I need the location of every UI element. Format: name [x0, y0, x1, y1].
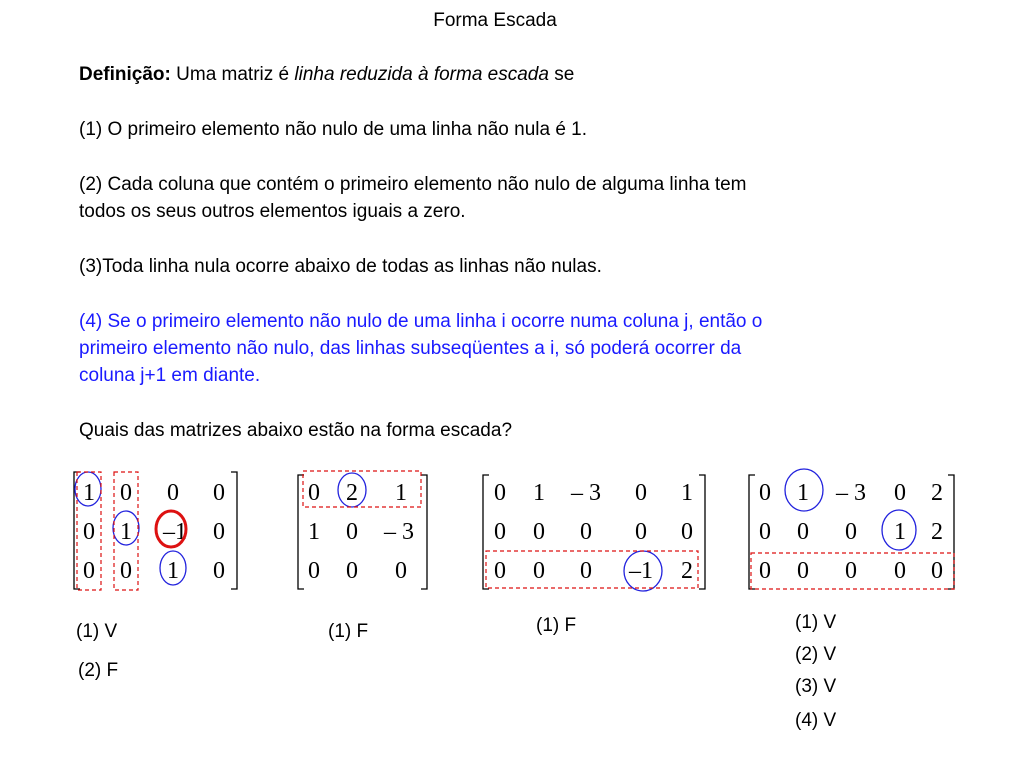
page-title: Forma Escada	[433, 10, 557, 31]
matrix-4-cell: 0	[894, 558, 906, 584]
matrix-3-cell: 0	[580, 558, 592, 584]
matrix-1-cell: –1	[163, 519, 187, 545]
rule-2-line-1: (2) Cada coluna que contém o primeiro elemento não nulo de alguma linha tem	[79, 174, 747, 195]
matrix-3-cell: 0	[533, 519, 545, 545]
matrix-2-cell: 0	[346, 558, 358, 584]
matrix-3-cell: –1	[629, 558, 653, 584]
matrix-3-cell: 0	[533, 558, 545, 584]
matrix-2-cell: 1	[395, 480, 407, 506]
matrix-1-cell: 0	[120, 480, 132, 506]
matrix-3-cell: 0	[635, 480, 647, 506]
matrix-4-cell: 0	[797, 519, 809, 545]
rule-4-line-3: coluna j+1 em diante.	[79, 365, 261, 386]
matrix-3-dashed-row	[486, 551, 698, 588]
matrix-3-cell: – 3	[571, 480, 601, 506]
matrix-4-cell: 2	[931, 480, 943, 506]
matrix-4-answer: (3) V	[795, 676, 837, 697]
matrix-2-cell: 0	[395, 558, 407, 584]
matrix-2-cell: – 3	[384, 519, 414, 545]
matrix-1-cell: 0	[167, 480, 179, 506]
matrix-4-cell: 0	[759, 519, 771, 545]
rule-1: (1) O primeiro elemento não nulo de uma linha não nula é 1.	[79, 119, 588, 140]
matrix-1-cell: 0	[213, 480, 225, 506]
matrix-4-answer: (2) V	[795, 644, 837, 665]
matrix-4-cell: 0	[797, 558, 809, 584]
matrix-4-answer: (1) V	[795, 612, 837, 633]
rule-4-line-1: (4) Se o primeiro elemento não nulo de uma linha i ocorre numa coluna j, então o	[79, 311, 763, 332]
matrix-3-right-bracket	[699, 475, 705, 589]
matrix-3-cell: 0	[494, 480, 506, 506]
definition-text-b: se	[548, 64, 575, 85]
matrix-1-cell: 0	[120, 558, 132, 584]
rule-3: (3)Toda linha nula ocorre abaixo de todas as linhas não nulas.	[79, 256, 602, 277]
matrix-4-right-bracket	[948, 475, 954, 589]
matrix-3-cell: 1	[681, 480, 693, 506]
matrix-3-cell: 1	[533, 480, 545, 506]
matrix-3-cell: 2	[681, 558, 693, 584]
matrix-1-cell: 0	[213, 558, 225, 584]
matrix-4	[749, 469, 954, 589]
matrix-2-cell: 0	[346, 519, 358, 545]
matrix-1-cell: 0	[83, 558, 95, 584]
matrix-1	[74, 472, 237, 590]
matrix-4-cell: 0	[894, 480, 906, 506]
matrix-1-answer: (2) F	[78, 660, 119, 681]
matrix-4-cell: 2	[931, 519, 943, 545]
matrix-4-cell: – 3	[836, 480, 866, 506]
matrix-3-cell: 0	[580, 519, 592, 545]
matrix-2-cell: 2	[346, 480, 358, 506]
matrix-4-cell: 0	[845, 558, 857, 584]
matrix-1-cell: 1	[167, 558, 179, 584]
definition-label: Definição:	[79, 64, 171, 85]
matrix-2-cell: 0	[308, 558, 320, 584]
matrix-4-cell: 0	[759, 558, 771, 584]
matrix-4-cell: 0	[931, 558, 943, 584]
matrix-1-cell: 0	[83, 519, 95, 545]
matrix-2	[298, 471, 427, 589]
matrix-2-cell: 1	[308, 519, 320, 545]
rule-2-line-2: todos os seus outros elementos iguais a zero.	[79, 201, 466, 222]
matrix-3-cell: 0	[635, 519, 647, 545]
matrix-1-cell: 0	[213, 519, 225, 545]
matrix-3-cell: 0	[681, 519, 693, 545]
matrix-3	[483, 475, 705, 591]
matrix-3-cell: 0	[494, 558, 506, 584]
matrix-2-right-bracket	[421, 475, 427, 589]
matrix-1-cell: 1	[120, 519, 132, 545]
matrix-3-cell: 0	[494, 519, 506, 545]
matrix-1-cell: 1	[83, 480, 95, 506]
matrix-4-answer: (4) V	[795, 710, 837, 731]
matrix-1-answer: (1) V	[76, 621, 118, 642]
matrix-1-right-bracket	[231, 472, 237, 589]
question: Quais das matrizes abaixo estão na forma escada?	[79, 420, 513, 441]
matrix-2-cell: 0	[308, 480, 320, 506]
matrix-2-answer: (1) F	[328, 621, 369, 642]
matrix-3-answer: (1) F	[536, 615, 577, 636]
matrix-2-left-bracket	[298, 475, 304, 589]
definition-text-a: Uma matriz é	[176, 64, 295, 85]
matrix-4-cell: 1	[894, 519, 906, 545]
matrix-4-cell: 0	[845, 519, 857, 545]
matrix-4-left-bracket	[749, 475, 755, 589]
matrix-4-cell: 0	[759, 480, 771, 506]
definition-emphasis: linha reduzida à forma escada	[294, 64, 549, 85]
rule-4-line-2: primeiro elemento não nulo, das linhas subseqüentes a i, só poderá ocorrer da	[79, 338, 742, 359]
matrix-4-cell: 1	[797, 480, 809, 506]
